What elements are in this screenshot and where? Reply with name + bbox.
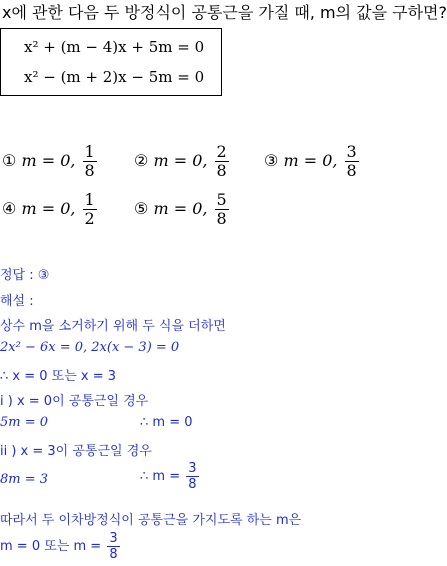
choice-mark: ④ — [2, 199, 17, 218]
fraction-numerator: 3 — [109, 531, 118, 546]
answer-line: 정답 : ③ — [0, 268, 50, 283]
fraction-denominator: 2 — [84, 209, 95, 228]
fraction-numerator: 3 — [346, 142, 357, 161]
choice-fraction — [345, 144, 359, 179]
solution-conclusion: 따라서 두 이차방정식이 공통근을 가지도록 하는 m은 — [0, 513, 302, 528]
fraction-denominator: 8 — [109, 547, 118, 562]
choice-text: m = 0, — [21, 199, 76, 218]
equation-1: x² + (m − 4)x + 5m = 0 — [24, 38, 205, 56]
fraction-numerator: 1 — [84, 190, 95, 209]
equation-2: x² − (m + 2)x − 5m = 0 — [24, 68, 205, 86]
choice-mark: ② — [134, 151, 149, 170]
choice-text: m = 0, — [153, 199, 208, 218]
solution-line-2: 2x² − 6x = 0, 2x(x − 3) = 0 — [0, 340, 180, 355]
choice-3[interactable] — [264, 144, 361, 179]
fraction-denominator: 8 — [84, 161, 95, 180]
choice-fraction — [215, 192, 229, 227]
choice-text: m = 0, — [283, 151, 338, 170]
case-2-result-prefix: ∴ m = — [140, 469, 181, 484]
fraction-numerator: 5 — [216, 190, 227, 209]
case-1-title: i ) x = 0이 공통근일 경우 — [0, 394, 149, 409]
solution-header: 해설 : — [0, 294, 34, 309]
solution-line-1: 상수 m을 소거하기 위해 두 식을 더하면 — [0, 319, 226, 334]
choice-fraction — [83, 144, 97, 179]
case-2-equation: 8m = 3 — [0, 472, 49, 487]
question-title: x에 관한 다음 두 방정식이 공통근을 가질 때, m의 값을 구하면? — [2, 3, 447, 22]
fraction-numerator: 2 — [216, 142, 227, 161]
final-answer-prefix: m = 0 또는 m = — [0, 539, 102, 554]
choice-mark: ⑤ — [134, 199, 149, 218]
final-fraction — [107, 532, 119, 561]
fraction-numerator: 3 — [188, 461, 197, 476]
choice-fraction — [83, 192, 97, 227]
choice-1[interactable] — [2, 144, 99, 179]
choice-5[interactable] — [134, 192, 231, 227]
case-1-result: ∴ m = 0 — [140, 415, 193, 430]
choice-text: m = 0, — [153, 151, 208, 170]
case-1-equation: 5m = 0 — [0, 415, 49, 430]
choice-fraction — [215, 144, 229, 179]
choice-2[interactable] — [134, 144, 231, 179]
fraction-denominator: 8 — [346, 161, 357, 180]
fraction-denominator: 8 — [216, 209, 227, 228]
final-answer — [0, 532, 122, 561]
choice-mark: ① — [2, 151, 17, 170]
fraction-denominator: 8 — [216, 161, 227, 180]
fraction-denominator: 8 — [188, 477, 197, 492]
choice-text: m = 0, — [21, 151, 76, 170]
case-2-fraction — [186, 462, 198, 491]
fraction-numerator: 1 — [84, 142, 95, 161]
solution-line-3: ∴ x = 0 또는 x = 3 — [0, 369, 117, 384]
choice-4[interactable] — [2, 192, 99, 227]
case-2-title: ii ) x = 3이 공통근일 경우 — [0, 444, 152, 459]
case-2-result — [140, 462, 201, 491]
choice-mark: ③ — [264, 151, 279, 170]
